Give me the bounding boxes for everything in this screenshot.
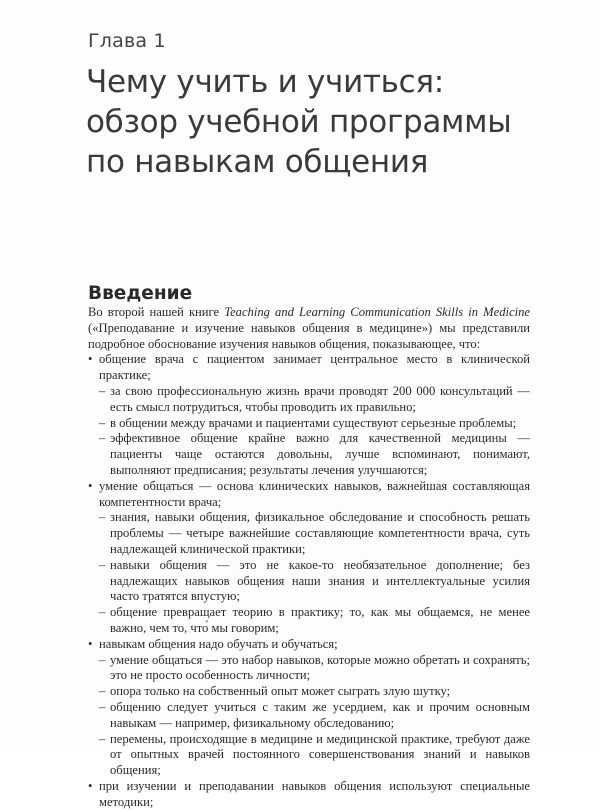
sub-list-item: [88, 431, 530, 478]
sub-list-item-text: за свою профессиональную жизнь врачи проводят 200 000 консультаций — есть смысл потрудиться, чтобы проводить их правильно;: [110, 383, 530, 414]
sub-list-item-text: в общении между врачами и пациентами существуют серьезные проблемы;: [110, 415, 517, 430]
dash-marker: –: [99, 383, 106, 398]
dash-marker: –: [99, 684, 106, 699]
intro-paragraph: [88, 305, 530, 352]
bullet-marker: •: [88, 352, 93, 367]
sub-list-item-text: опора только на собственный опыт может сыграть злую шутку;: [110, 684, 451, 699]
section-heading: Введение: [88, 283, 193, 304]
sub-list-item-text: знания, навыки общения, физикальное обследование и способность решать проблемы — четыре важнейшие составляющие компетентности врача, суть надлежащей клинической практики;: [110, 510, 530, 556]
sub-list-item-text: умение общаться — это набор навыков, которые можно обретать и сохранять; это не просто особенность личности;: [110, 652, 530, 683]
bullet-marker: •: [88, 636, 93, 651]
sub-list-item: [88, 732, 530, 779]
dash-marker: –: [99, 557, 106, 572]
chapter-label: Глава 1: [88, 30, 166, 52]
sub-list-item: [88, 684, 530, 700]
sub-list-item-text: общение превращает теорию в практику; то, как мы общаемся, не менее важно, чем то, что́ мы говорим;: [110, 605, 530, 635]
intro-after: («Преподавание и изучение навыков общения в медицине») мы представили подробное обоснование изучения навыков общения, показывающее, что:: [88, 320, 530, 351]
intro-before: Во второй нашей книге: [88, 305, 225, 319]
list-item: [88, 779, 530, 811]
dash-marker: –: [99, 731, 106, 746]
dash-marker: –: [99, 699, 106, 714]
list-item: [88, 352, 530, 384]
sub-list-item: [88, 653, 530, 685]
dash-marker: –: [99, 510, 106, 525]
sub-list-item: [88, 700, 530, 732]
dash-marker: –: [99, 605, 106, 620]
bullet-marker: •: [88, 478, 93, 493]
book-title: Teaching and Learning Communication Skills in Medicine: [224, 305, 530, 319]
chapter-title-line: Чему учить и учиться:: [86, 64, 444, 100]
sub-list-item-text: перемены, происходящие в медицине и медицинской практике, требуют даже от опытных врачей постоянного совершенствования знаний и навыков общения;: [110, 731, 530, 778]
sub-list-item-text: эффективное общение крайне важно для качественной медицины — пациенты чаще остаются довольны, лучше вспоминают, понимают, выполняют предписания; результаты лечения улучшаются;: [110, 431, 530, 477]
bullet-marker: •: [88, 778, 93, 793]
chapter-title-line: по навыкам общения: [86, 144, 429, 180]
sub-list-item: [88, 384, 530, 416]
dash-marker: –: [99, 431, 106, 446]
dash-marker: –: [99, 652, 106, 667]
list-item-text: навыкам общения надо обучать и обучаться;: [99, 636, 338, 651]
chapter-title: [86, 62, 586, 182]
body-text: [88, 305, 530, 811]
dash-marker: –: [99, 415, 106, 430]
sub-list-item: [88, 605, 530, 637]
sub-list-item-text: общению следует учиться с таким же усердием, как и прочим основным навыкам — например, физикальному обследованию;: [110, 699, 530, 730]
sub-list-item: [88, 416, 530, 432]
sub-list-item-text: навыки общения — это не какое-то необязательное дополнение; без надлежащих навыков общения наши знания и интеллектуальные усилия часто тратятся впустую;: [110, 557, 530, 604]
bullet-list: [88, 352, 530, 810]
list-item-text: общение врача с пациентом занимает центральное место в клинической практике;: [99, 352, 530, 383]
sub-list-item: [88, 558, 530, 605]
list-item: [88, 479, 530, 511]
list-item: [88, 637, 530, 653]
chapter-title-line: обзор учебной программы: [86, 104, 512, 140]
list-item-text: при изучении и преподавании навыков общения используют специальные методики;: [99, 778, 530, 809]
sub-list-item: [88, 510, 530, 557]
list-item-text: умение общаться — основа клинических навыков, важнейшая составляющая компетентности врача;: [99, 478, 530, 509]
